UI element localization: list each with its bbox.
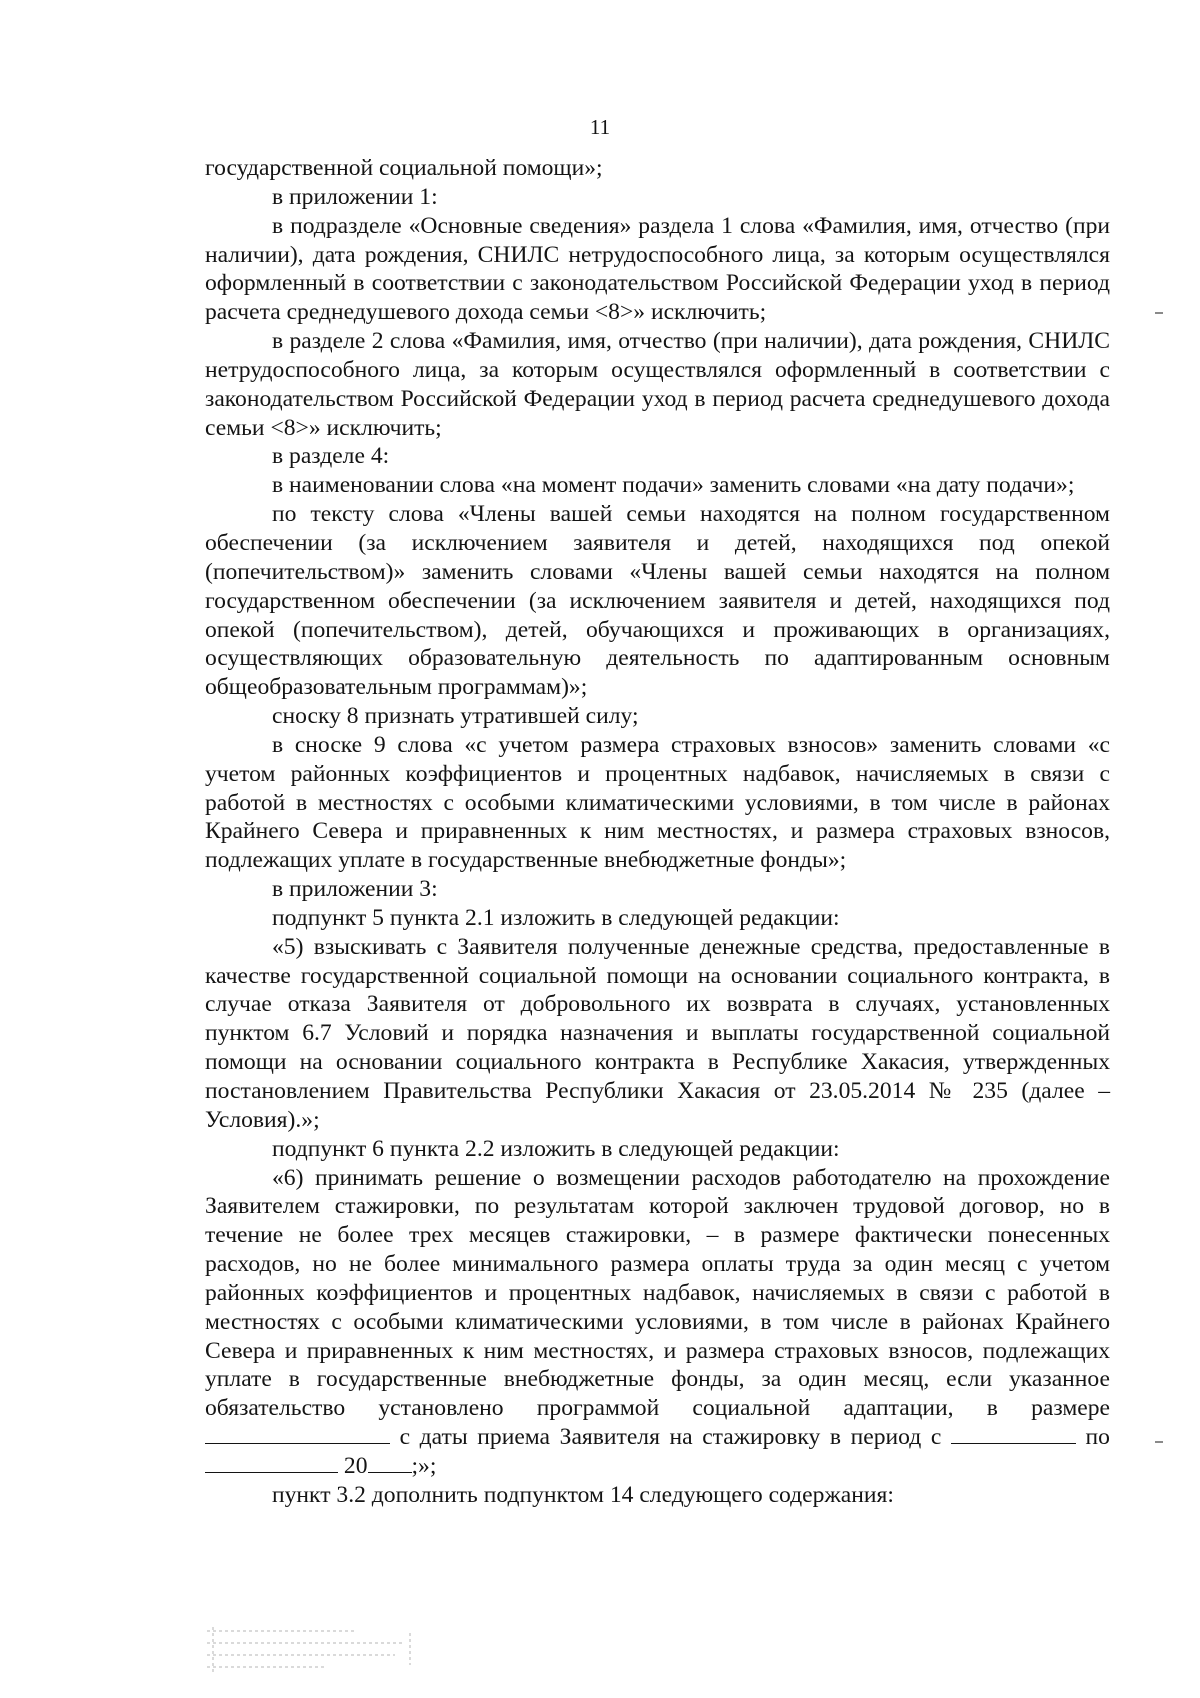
paragraph-family-members: по тексту слова «Члены вашей семьи находятся на полном государственном обеспечении (за исключением заявителя и детей, находящихся под опекой (попечительством)» заменить словами «Члены вашей семьи находятся на полном государственном обеспечении (за исключением заявителя и детей, находящихся под опекой (попечительством), детей, обучающихся и проживающих в организациях, осуществляющих образовательную деятельность по адаптированным основным общеобразовательным программам)»; [205, 501, 1110, 701]
paragraph-title-change: в наименовании слова «на момент подачи» заменить словами «на дату подачи»; [272, 472, 1075, 499]
paragraph-item-3-2: пункт 3.2 дополнить подпунктом 14 следующего содержания: [272, 1481, 894, 1508]
paragraph-subitem-5-text: «5) взыскивать с Заявителя полученные денежные средства, предоставленные в качестве государственной социальной помощи на основании социального контракта, в случае отказа Заявителя от добровольного их возврата в случаях, установленных пунктом 6.7 Условий и порядка назначения и выплаты государственной социальной помощи на основании социального контракта в Республике Хакасия, утвержденных постановлением Правительства Республики Хакасия от 23.05.2014 № 235 (далее – Условия).»; [205, 933, 1110, 1133]
subitem-6-text-year-prefix: 20 [343, 1452, 368, 1479]
blank-end-date-field [205, 1454, 338, 1473]
paragraph-continuation: государственной социальной помощи»; [205, 155, 603, 181]
paragraph-footnote-9: в сноске 9 слова «с учетом размера страховых взносов» заменить словами «с учетом районных коэффициентов и процентных надбавок, начисляемых в связи с работой в местностях с особыми климатическими условиями, в том числе в районах Крайнего Севера и приравненных к ним местностях, и размера страховых взносов, подлежащих уплате в государственные внебюджетные фонды»; [205, 731, 1110, 874]
faded-stamp-mark [205, 1625, 423, 1675]
subitem-6-text-closing: ;»; [411, 1452, 437, 1479]
blank-year-field [368, 1454, 412, 1473]
subitem-6-text-date-from: с даты приема Заявителя на стажировку в период с [399, 1424, 942, 1451]
page-number: 11 [589, 115, 611, 139]
paragraph-subitem-6-intro: подпункт 6 пункта 2.2 изложить в следующей редакции: [272, 1135, 840, 1162]
paragraph-subitem-6-text [205, 1164, 1110, 1481]
scan-edge-mark [1155, 1441, 1163, 1443]
subitem-6-text-to: по [1085, 1424, 1110, 1451]
paragraph-subsection-basic-info: в подразделе «Основные сведения» раздела 1 слова «Фамилия, имя, отчество (при наличии), дата рождения, СНИЛС нетрудоспособного лица, за которым осуществлялся оформленный в соответствии с законодательством Российской Федерации уход в период расчета среднедушевого дохода семьи <8>» исключить; [205, 212, 1110, 326]
subitem-6-text-main: «6) принимать решение о возмещении расходов работодателю на прохождение Заявителем стажировки, по результатам которой заключен трудовой договор, но в течение не более трех месяцев стажировки, – в размере фактически понесенных расходов, но не более минимального размера оплаты труда за один месяц с учетом районных коэффициентов и процентных надбавок, начисляемых в связи с работой в местностях с особыми климатическими условиями, в том числе в районах Крайнего Севера и приравненных к ним местностях, и размера страховых взносов, подлежащих уплате в государственные внебюджетные фонды, за один месяц, если указанное обязательство установлено программой социальной адаптации, в размере [205, 1164, 1110, 1422]
paragraph-section-4: в разделе 4: [272, 443, 390, 470]
paragraph-footnote-8: сноску 8 признать утратившей силу; [272, 703, 639, 730]
paragraph-appendix-3: в приложении 3: [272, 876, 438, 903]
paragraph-subitem-5-intro: подпункт 5 пункта 2.1 изложить в следующей редакции: [272, 904, 840, 931]
blank-start-date-field [951, 1425, 1076, 1444]
scan-edge-mark [1155, 312, 1163, 314]
document-body [205, 154, 1110, 1510]
blank-amount-field [205, 1425, 390, 1444]
paragraph-section-2: в разделе 2 слова «Фамилия, имя, отчество (при наличии), дата рождения, СНИЛС нетрудоспособного лица, за которым осуществлялся оформленный в соответствии с законодательством Российской Федерации уход в период расчета среднедушевого дохода семьи <8>» исключить; [205, 328, 1110, 441]
paragraph-appendix-1: в приложении 1: [272, 183, 438, 210]
